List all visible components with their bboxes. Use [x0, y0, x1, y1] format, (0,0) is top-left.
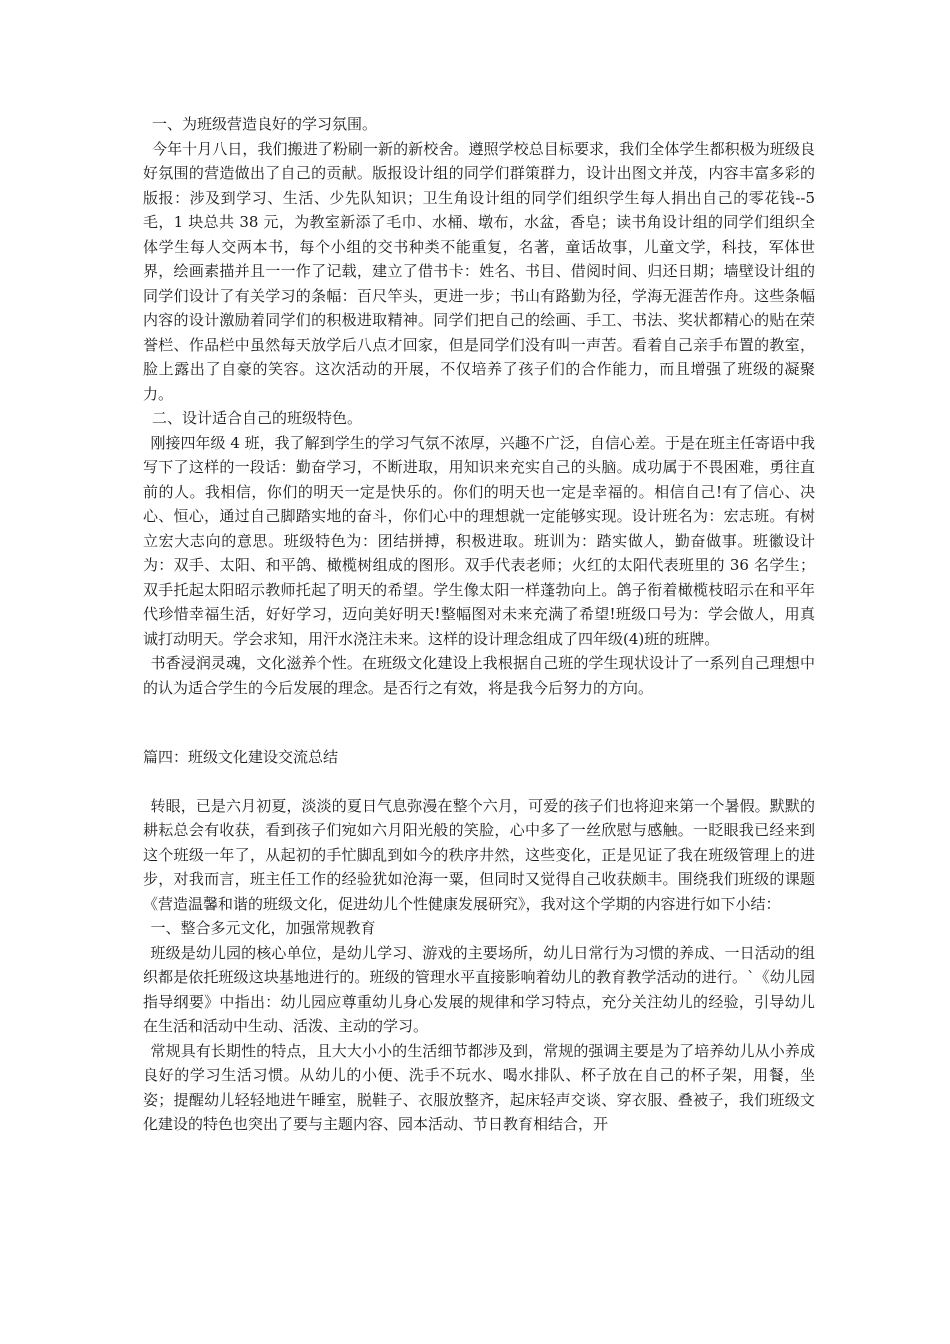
spacer — [143, 700, 815, 745]
section1-heading: 一、为班级营造良好的学习氛围。 — [152, 115, 378, 133]
section2-body: 刚接四年级 4 班，我了解到学生的学习气氛不浓厚，兴趣不广泛，自信心差。于是在班主任寄语中我写下了这样的一段话：勤奋学习，不断进取，用知识来充实自己的头脑。成功属于不畏困难，勇往直前的人。我相信，你们的明天一定是快乐的。你们的明天也一定是幸福的。相信自己!有了信心、决心、恒心，通过自己脚踏实地的奋斗，你们心中的理想就一定能够实现。设计班名为：宏志班。有树立宏大志向的意思。班级特色为：团结拼搏，积极进取。班训为：踏实做人，勤奋做事。班徽设计为：双手、太阳、和平鸽、橄榄树组成的图形。双手代表老师；火红的太阳代表班里的 36 名学生；双手托起太阳昭示教师托起了明天的希望。学生像太阳一样蓬勃向上。鸽子衔着橄榄枝昭示在和平年代珍惜幸福生活，好好学习，迈向美好明天!整幅图对未来充满了希望!班级口号为：学会做人，用真诚打动明天。学会求知，用汗水浇注未来。这样的设计理念组成了四年级(4)班的班牌。 — [143, 433, 815, 648]
section2-heading: 二、设计适合自己的班级特色。 — [152, 409, 363, 427]
section1-body: 今年十月八日，我们搬进了粉刷一新的新校舍。遵照学校总目标要求，我们全体学生都积极为班级良好氛围的营造做出了自己的贡献。版报设计组的同学们群策群力，设计出图文并茂，内容丰富多彩的版报：涉及到学习、生活、少先队知识；卫生角设计组的同学们组织学生每人捐出自己的零花钱--5 毛，1 块总共 38 元，为教室新添了毛巾、水桶、墩布，水盆，香皂；读书角设计组的同学们组织全体学生每人交两本书，每个小组的交书种类不能重复，名著，童话故事，儿童文学，科技，军体世界，绘画素描并且一一作了记载，建立了借书卡：姓名、书目、借阅时间、归还日期；墙壁设计组的同学们设计了有关学习的条幅：百尺竿头，更进一步；书山有路勤为径，学海无涯苦作舟。这些条幅内容的设计激励着同学们的积极进取精神。同学们把自己的绘画、手工、书法、奖状都精心的贴在荣誉栏、作品栏中虽然每天放学后八点才回家，但是同学们没有叫一声苦。看着自己亲手布置的教室，脸上露出了自豪的笑容。这次活动的开展，不仅培养了孩子们的合作能力，而且增强了班级的凝聚力。 — [143, 139, 815, 403]
article-paragraph-1: 班级是幼儿园的核心单位，是幼儿学习、游戏的主要场所，幼儿日常行为习惯的养成、一日活动的组织都是依托班级这块基地进行的。班级的管理水平直接影响着幼儿的教育教学活动的进行。`《幼儿园指导纲要》中指出：幼儿园应尊重幼儿身心发展的规律和学习特点，充分关注幼儿的经验，引导幼儿在生活和活动中生动、活泼、主动的学习。 — [143, 943, 815, 1035]
article-title: 篇四：班级文化建设交流总结 — [143, 748, 339, 766]
document-page — [143, 112, 815, 1137]
article-heading-1: 一、整合多元文化，加强常规教育 — [150, 919, 376, 937]
article-intro: 转眼，已是六月初夏，淡淡的夏日气息弥漫在整个六月，可爱的孩子们也将迎来第一个暑假。默默的耕耘总会有收获，看到孩子们宛如六月阳光般的笑脸，心中多了一丝欣慰与感触。一眨眼我已经来到这个班级一年了，从起初的手忙脚乱到如今的秩序井然，这些变化，正是见证了我在班级管理上的进步，对我而言，班主任工作的经验犹如沧海一粟，但同时又觉得自己收获颇丰。围绕我们班级的课题《营造温馨和谐的班级文化，促进幼儿个性健康发展研究》，我对这个学期的内容进行如下小结： — [143, 796, 815, 913]
section2-closing: 书香浸润灵魂，文化滋养个性。在班级文化建设上我根据自己班的学生现状设计了一系列自己理想中的认为适合学生的今后发展的理念。是否行之有效，将是我今后努力的方向。 — [143, 654, 815, 697]
spacer — [143, 770, 815, 794]
article-paragraph-2: 常规具有长期性的特点，且大大小小的生活细节都涉及到，常规的强调主要是为了培养幼儿从小养成良好的学习生活习惯。从幼儿的小便、洗手不玩水、喝水排队、杯子放在自己的杯子架，用餐，坐姿；提醒幼儿轻轻地进午睡室，脱鞋子、衣服放整齐，起床轻声交谈、穿衣服、叠被子，我们班级文化建设的特色也突出了要与主题内容、园本活动、节日教育相结合，开 — [143, 1041, 815, 1133]
